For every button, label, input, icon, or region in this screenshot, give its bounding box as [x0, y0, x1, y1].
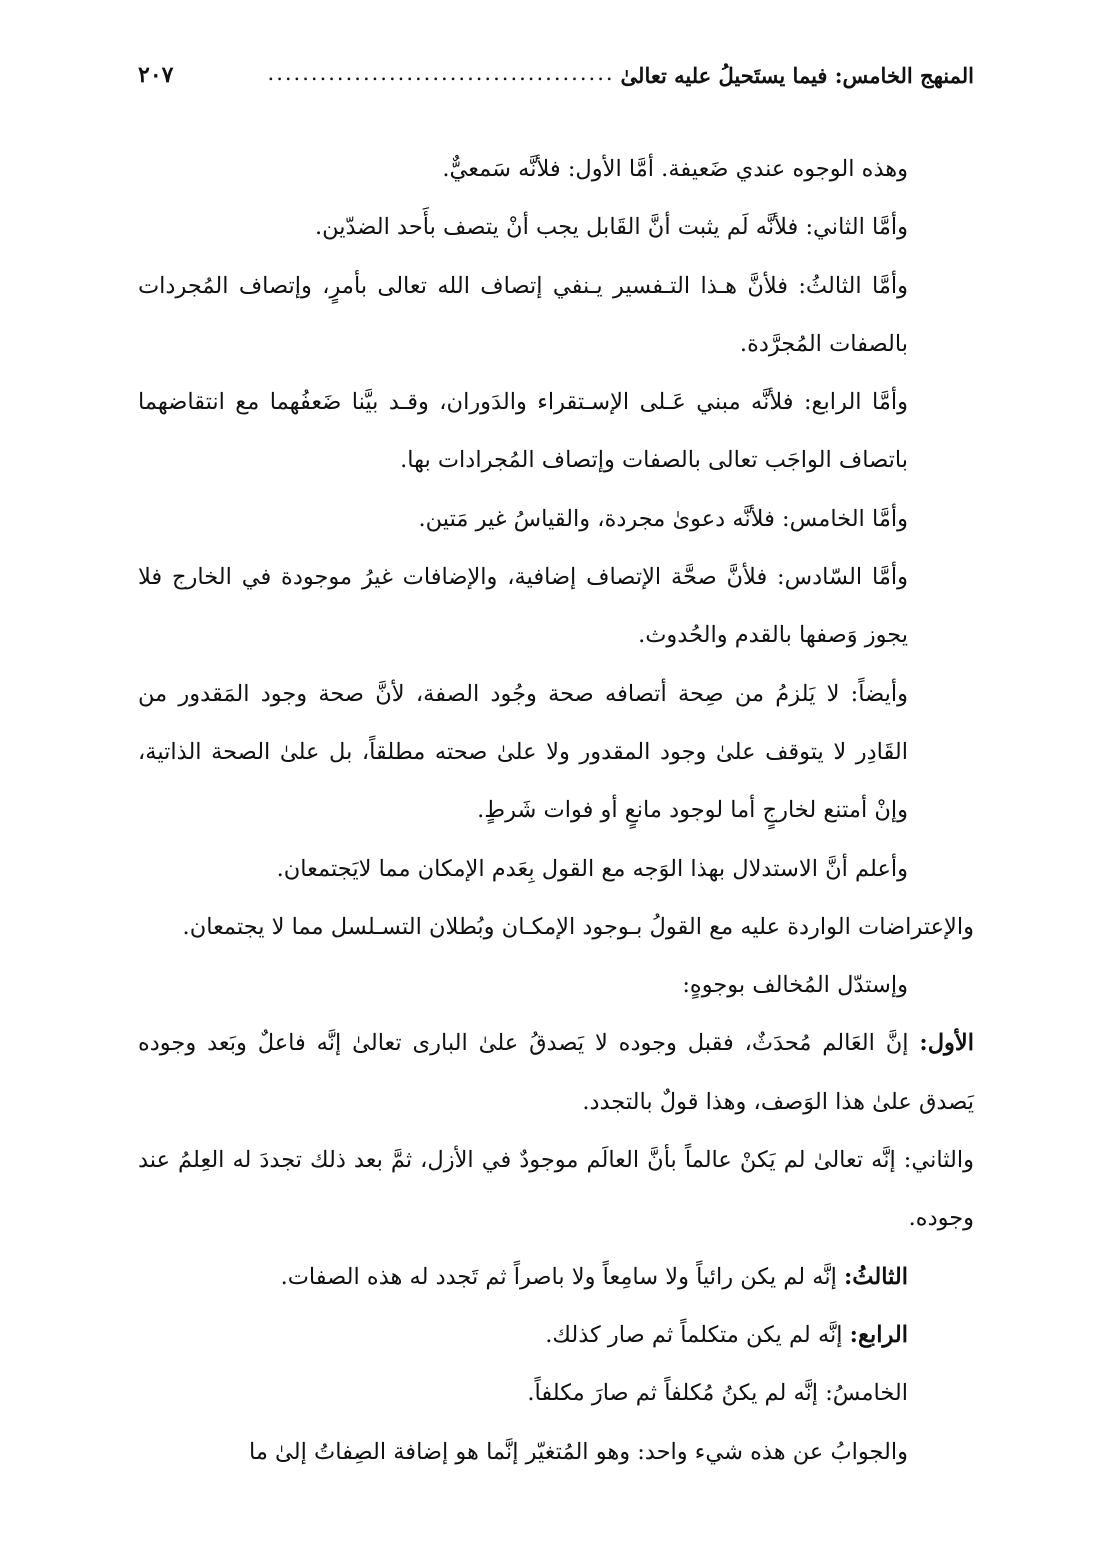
dot-leader: ........................................ [267, 63, 615, 85]
page-number: ٢٠٧ [138, 62, 174, 88]
paragraph: وأمَّا الثالثُ: فلأنَّ هـذا التـفسير يـنفي إتصاف الله تعالى بأمرٍ، وإتصاف المُجردات بالصفات المُجرَّدة. [138, 272, 908, 357]
page-header [138, 44, 974, 88]
paragraph: والثاني: إنَّه تعالىٰ لم يَكنْ عالماً بأنَّ العالَم موجودٌ في الأزل، ثمَّ بعد ذلك تجددَ له العِلمُ عند وجوده. [138, 1147, 974, 1232]
paragraph: وأمَّا الثاني: فلأنَّه لَم يثبت أنَّ القَابل يجب أنْ يتصف بأَحد الضدّين. [314, 214, 908, 241]
section-label: الأول: [919, 1030, 974, 1057]
paragraph: الرابع: إنَّه لم يكن متكلماً ثم صار كذلك. [545, 1321, 908, 1348]
section-label: الرابع: [849, 1321, 908, 1348]
paragraph: وأمَّا السّادس: فلأنَّ صحَّة الإتصاف إضافية، والإضافات غيرُ موجودة في الخارج فلا يجوز وَصفها بالقدم والحُدوث. [138, 564, 908, 649]
paragraph: وأمَّا الرابع: فلأنَّه مبني عَـلى الإسـتقراء والدَوران، وقـد بيَّنا ضَعفُهما مع انتقاضهما باتصاف الواجَب تعالى بالصفات وإتصاف المُجرادات بها. [138, 389, 908, 474]
paragraph: والإعتراضات الواردة عليه مع القولُ بـوجود الإمكـان وبُطلان التسـلسل مما لا يجتمعان. [182, 913, 974, 940]
running-title: المنهج الخامس: فيما يستَحيلُ عليه تعالىٰ [620, 63, 974, 88]
paragraph: وأعلم أنَّ الاستدلال بهذا الوَجه مع القول بِعَدم الإمكان مما لايَجتمعان. [276, 855, 908, 882]
paragraph: والجوابُ عن هذه شيء واحد: وهو المُتغيّر إنَّما هو إضافة الصِفاتُ إلىٰ ما [248, 1438, 908, 1465]
paragraph: وأمَّا الخامس: فلأنَّه دعوىٰ مجردة، والقياسُ غير مَتين. [418, 505, 908, 532]
paragraph: وإستدّل المُخالف بوجوهٍ: [682, 972, 908, 999]
paragraph: وهذه الوجوه عندي ضَعيفة. أمَّا الأول: فلأنَّه سَمعيٌّ. [442, 156, 908, 182]
section-label: الثالثُ: [843, 1263, 908, 1290]
body-text [138, 140, 974, 1481]
paragraph: الأول: إنَّ العَالم مُحدَثٌ، فقبل وجوده لا يَصدقُ علىٰ البارى تعالىٰ إنَّه فاعلٌ وبَعد وجوده يَصدق علىٰ هذا الوَصف، وهذا قولٌ بالتجدد. [138, 1030, 974, 1115]
paragraph: الثالثُ: إنَّه لم يكن رائياً ولا سامِعاً ولا باصراً ثم تَجدد له هذه الصفات. [280, 1263, 908, 1290]
paragraph: الخامسُ: إنَّه لم يكنُ مُكلفاً ثم صارَ مكلفاً. [527, 1380, 908, 1407]
paragraph: وأيضاً: لا يَلزمُ من صِحة أتصافه صحة وجُود الصفة، لأنَّ صحة وجود المَقدور من القَادِر لا يتوقف علىٰ وجود المقدور ولا علىٰ صحته مطلقاً، بل علىٰ الصحة الذاتية، وإنْ أمتنع لخارجٍ أما لوجود مانعٍ أو فوات شَرطٍ. [138, 680, 908, 824]
